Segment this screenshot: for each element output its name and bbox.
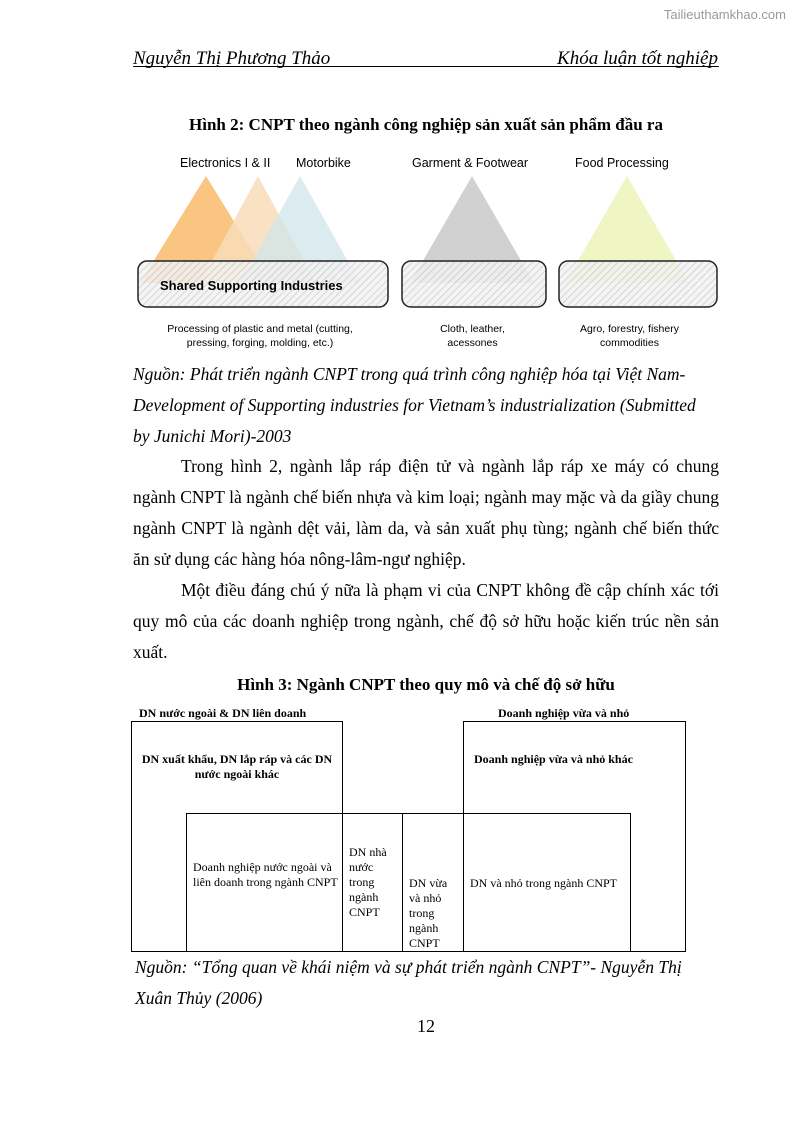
export-enterprises-text: DN xuất khẩu, DN lắp ráp và các DN nước ngoài khác: [141, 752, 333, 781]
watermark: Tailieuthamkhao.com: [663, 7, 786, 22]
label-motorbike: Motorbike: [296, 156, 351, 170]
figure-2-source: Nguồn: Phát triển ngành CNPT trong quá trình công nghiệp hóa tại Việt Nam- Development of Supporting industries for Vietnam’s industrialization (Submitted by Junichi Mori)-2003: [133, 364, 696, 446]
label-electronics: Electronics I & II: [180, 156, 271, 170]
figure-3-left-heading: DN nước ngoài & DN liên doanh: [139, 706, 307, 720]
foreign-cnpt-text: Doanh nghiệp nước ngoài và liên doanh trong ngành CNPT: [193, 860, 338, 889]
paragraph-2: Một điều đáng chú ý nữa là phạm vi của CNPT không đề cập chính xác tới quy mô của các doanh nghiệp trong ngành, chế độ sở hữu hoặc kiến trúc nền sản xuất.: [133, 580, 719, 662]
label-garment: Garment & Footwear: [412, 156, 529, 170]
paragraph-1: Trong hình 2, ngành lắp ráp điện tử và ngành lắp ráp xe máy có chung ngành CNPT là ngành chế biến nhựa và kim loại; ngành may mặc và da giầy chung ngành CNPT là ngành dệt vải, làm da, và sản xuất phụ tùng; ngành chế biến thức ăn sử dụng các hàng hóa nông-lâm-ngư nghiệp.: [133, 456, 719, 569]
sme-small-cnpt-text: DN vừa và nhỏ trong ngành CNPT: [409, 876, 448, 950]
page-number: 12: [417, 1016, 435, 1036]
food-box: [559, 261, 717, 307]
sme-other-text: Doanh nghiệp vừa và nhỏ khác: [474, 752, 633, 766]
state-cnpt-text: DN nhà nước trong ngành CNPT: [349, 845, 387, 919]
figure-2-title: Hình 2: CNPT theo ngành công nghiệp sản xuất sản phẩm đầu ra: [189, 115, 663, 134]
figure-3-title: Hình 3: Ngành CNPT theo quy mô và chế độ sở hữu: [237, 675, 615, 694]
header-author: Nguyễn Thị Phương Thảo: [133, 48, 331, 69]
header-doc-type: Khóa luận tốt nghiệp: [557, 48, 718, 69]
garment-box: [402, 261, 546, 307]
label-cloth: Cloth, leather, acessones: [440, 323, 505, 349]
figure-3-source: Nguồn: “Tổng quan về khái niệm và sự phát triển ngành CNPT”- Nguyễn Thị Xuân Thủy (2006): [135, 957, 682, 1008]
label-processing: Processing of plastic and metal (cutting, pressing, forging, molding, etc.): [167, 323, 353, 349]
sme-cnpt-text: DN và nhỏ trong ngành CNPT: [470, 876, 617, 890]
label-agro: Agro, forestry, fishery commodities: [579, 323, 679, 349]
label-food: Food Processing: [575, 156, 669, 170]
header-rule: [133, 66, 719, 67]
label-shared: Shared Supporting Industries: [160, 278, 343, 293]
body-text: [133, 451, 719, 668]
figure-3-right-heading: Doanh nghiệp vừa và nhỏ: [498, 706, 630, 720]
